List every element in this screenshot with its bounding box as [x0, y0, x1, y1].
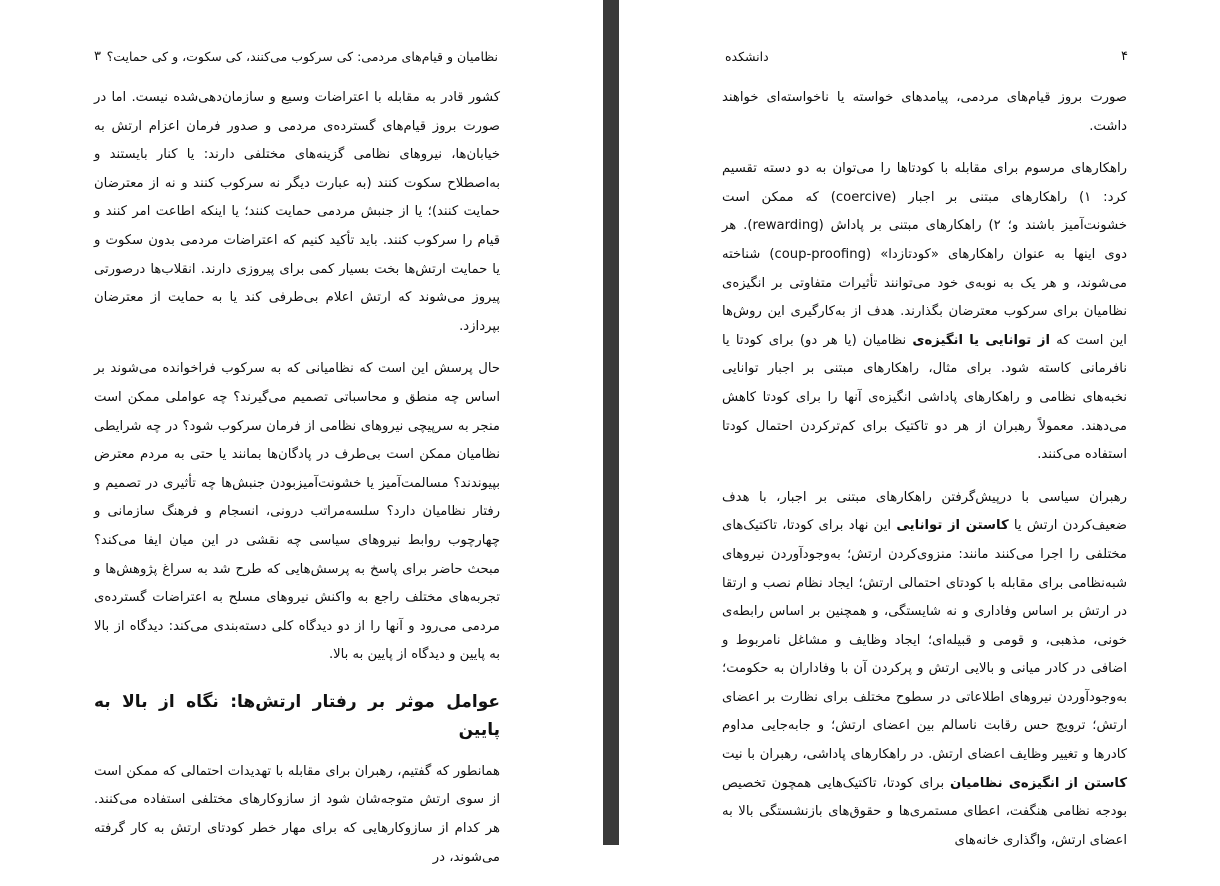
emphasis: کاستن از توانایی	[896, 518, 1009, 534]
emphasis: انگیزه‌ی	[912, 332, 963, 348]
page-number: ۴	[1121, 49, 1128, 64]
emphasis: کاستن از انگیزه‌ی نظامیان	[950, 775, 1127, 791]
paragraph	[722, 155, 1127, 470]
text-run: این نهاد برای کودتا، تاکتیک‌های مختلفی را اجرا می‌کنند مانند: منزوی‌کردن ارتش؛ به‌وجودآوردن نیروهای شبه‌نظامی برای مقابله با کودتای احتمالی ارتش؛ ایجاد نظام نصب و ارتقا در ارتش بر اساس وفاداری و نه شایستگی، و همچنین بر اساس رابطه‌ی خونی، مذهبی، و قومی و قبیله‌ای؛ ایجاد وظایف و مشاغل نامربوط و اضافی در کادر میانی و بالایی ارتش و پرکردن آن با وفاداران به حکومت؛ به‌وجودآوردن نیروهای اطلاعاتی در سطوح مختلف برای نظارت بر اعضای ارتش؛ ترویج حس رقابت ناسالم بین اعضای ارتش؛ و جابه‌جایی مداوم کادرها و تغییر وظایف اعضای ارتش. در راهکارهای پاداشی، رهبران با نیت	[722, 518, 1127, 763]
paragraph	[722, 484, 1127, 856]
paragraph: حال پرسش این است که نظامیانی که به سرکوب فراخوانده می‌شوند بر اساس چه منطق و محاسباتی تصمیم می‌گیرند؟ چه عواملی ممکن است منجر به سرپیچی نیروهای نظامی از فرمان سرکوب شود؟ در چه شرایطی نظامیان ممکن است بی‌طرف در پادگان‌ها بمانند یا حتی به مردم معترض بپیوندند؟ مسالمت‌آمیز یا خشونت‌آمیزبودن جنبش‌ها چه تأثیری در تصمیم و رفتار نظامیان دارد؟ سلسه‌مراتب درونی، انسجام و فرهنگ سازمانی و چهارچوب روابط نیروهای سیاسی چه نقشی در این میان ایفا می‌کند؟ مبحث حاضر برای پاسخ به پرسش‌هایی که طرح شد به سراغ پژوهش‌ها و تجربه‌های مختلف راجع به واکنش نیروهای مسلح به اعتراضات گسترده‌ی مردمی می‌رود و آنها را از دو دیدگاه کلی دسته‌بندی می‌کند: دیدگاه از بالا به پایین و دیدگاه از پایین به بالا.	[94, 361, 500, 663]
page-body	[722, 84, 1127, 869]
page-number: ۳	[94, 49, 101, 64]
text-run: رهبران سیاسی با درپیش‌گرفتن راهکارهای مبتنی بر اجبار، با هدف ضعیف‌کردن ارتش یا	[722, 489, 1127, 534]
paragraph: همانطور که گفتیم، رهبران برای مقابله با تهدیدات احتمالی که ممکن است از سوی ارتش متوجه‌شان شود از سازوکارهای مختلفی استفاده می‌کنند. هر کدام از سازوکارهایی که برای مهار خطر کودتای ارتش به کار گرفته می‌شوند، در	[94, 763, 500, 865]
book-spine	[603, 0, 619, 845]
page-body	[94, 84, 500, 886]
running-header: نظامیان و قیام‌های مردمی: کی سرکوب می‌کنند، کی سکوت، و کی حمایت؟	[106, 49, 498, 64]
paragraph: صورت بروز قیام‌های مردمی، پیامدهای خواسته یا ناخواسته‌ای خواهند داشت.	[722, 90, 1127, 134]
left-page	[0, 0, 603, 865]
right-page	[619, 0, 1220, 848]
running-header: دانشکده	[725, 49, 769, 64]
text-run: برای کودتا، تاکتیک‌هایی همچون تخصیص بودجه نظامی هنگفت، اعطای مستمری‌ها و حقوق‌های بازنشستگی بالا به اعضای ارتش، واگذاری خانه‌های	[722, 775, 1127, 848]
section-heading: عوامل موثر بر رفتار ارتش‌ها: نگاه از بالا به پایین	[94, 691, 500, 740]
emphasis: از توانایی	[985, 332, 1050, 348]
text-run: نظامیان (یا هر دو) برای کودتا یا نافرمانی کاسته شود. برای مثال، راهکارهای مبتنی بر اجبار توانایی نخبه‌های نظامی و راهکارهای پاداشی انگیزه‌ی آنها را برای کودتا کاهش می‌دهند. معمولاً رهبران از هر دو تاکتیک برای کم‌ترکردن احتمال کودتا استفاده می‌کنند.	[722, 332, 1127, 463]
text-run: راهکارهای مرسوم برای مقابله با کودتاها را می‌توان به دو دسته تقسیم کرد: ۱) راهکارهای مبتنی بر اجبار (coercive) که ممکن است خشونت‌آمیز باشند و؛ ۲) راهکارهای مبتنی بر پاداش (rewarding). هر دوی اینها به عنوان راهکارهای «کودتازدا» (coup-proofing) شناخته می‌شوند، و هر یک به نوبه‌ی خود می‌توانند تأثیرات متفاوتی بر انگیزه‌ی نظامیان برای سرکوب معترضان بگذارند. هدف از به‌کارگیری این روش‌ها این است که	[722, 161, 1128, 348]
text-run: یا	[969, 332, 980, 348]
paragraph: کشور قادر به مقابله با اعتراضات وسیع و سازمان‌دهی‌شده نیست. اما در صورت بروز قیام‌های گسترده‌ی مردمی و صدور فرمان اعزام ارتش به خیابان‌ها، نیروهای نظامی گزینه‌های مختلفی دارند: یا کنار بایستند و به‌اصطلاح سکوت کنند (به عبارت دیگر نه سرکوب کنند و نه از معترضان حمایت کنند)؛ یا از جنبش مردمی حمایت کنند؛ یا اینکه اطاعت امر کنند و قیام را سرکوب کنند. باید تأکید کنیم که اعتراضات مردمی بدون سکوت و یا حمایت ارتش‌ها بخت بسیار کمی برای پیروزی دارند. انقلاب‌ها درصورتی پیروز می‌شوند که ارتش اعلام بی‌طرفی کند یا به حمایت از معترضان بپردازد.	[94, 90, 500, 334]
